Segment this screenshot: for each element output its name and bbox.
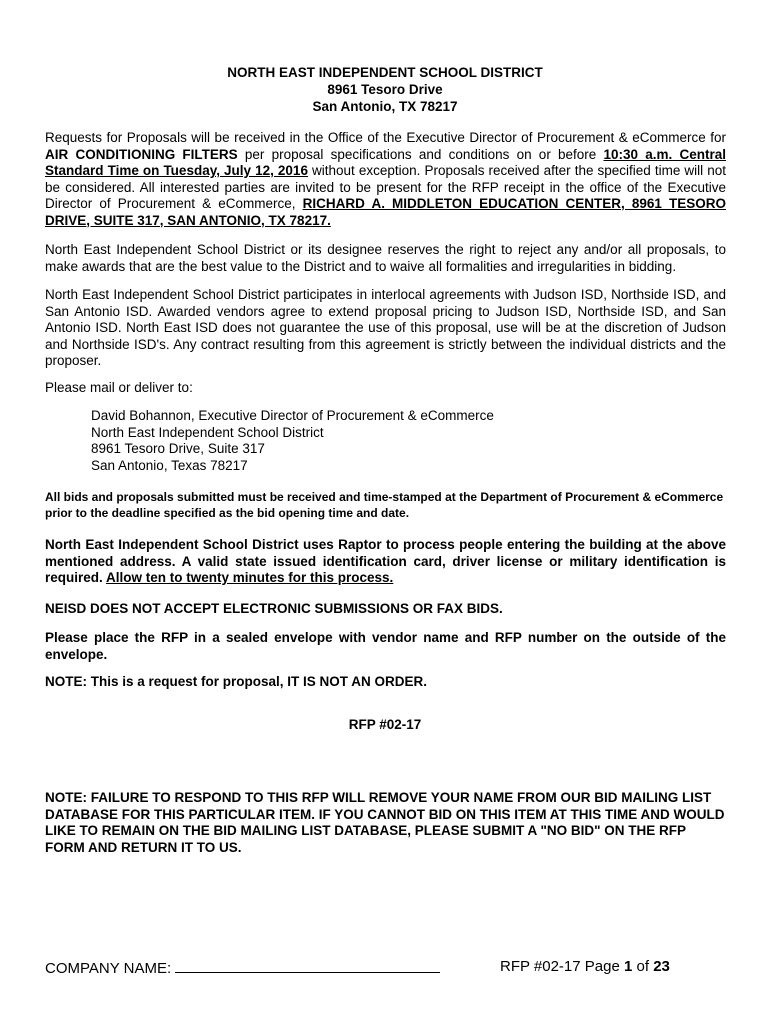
intro-paragraph xyxy=(45,130,726,229)
reserve-paragraph: North East Independent School District or its designee reserves the right to reject any and/or all proposals, to make awards that are the best value to the District and to waive all formalities and irregularities in bidding. xyxy=(45,242,726,274)
no-electronic-notice: NEISD DOES NOT ACCEPT ELECTRONIC SUBMISSIONS OR FAX BIDS. xyxy=(45,601,503,616)
district-name: NORTH EAST INDEPENDENT SCHOOL DISTRICT xyxy=(227,65,543,80)
interlocal-paragraph: North East Independent School District participates in interlocal agreements with Judson ISD, Northside ISD, and San Antonio ISD. Awarded vendors agree to extend proposal pricing to Judson ISD, Northside ISD, and San Antonio ISD. North East ISD does not guarantee the use of this proposal, use will be at the discretion of Judson and Northside ISD's. Any contract resulting from this agreement is strictly between the individual districts and the proposer. xyxy=(45,287,726,368)
footer-page-current: 1 xyxy=(623,958,633,975)
company-name-line[interactable] xyxy=(175,958,440,973)
raptor-text: North East Independent School District uses Raptor to process people entering the building at the above mentioned address. A valid state issued identification card, driver license or military identification is required. xyxy=(45,537,726,585)
failure-to-respond-note: NOTE: FAILURE TO RESPOND TO THIS RFP WILL REMOVE YOUR NAME FROM OUR BID MAILING LIST DATABASE FOR THIS PARTICULAR ITEM. IF YOU CANNOT BID ON THIS ITEM AT THIS TIME AND WOULD LIKE TO REMAIN ON THE BID MAILING LIST DATABASE, PLEASE SUBMIT A "NO BID" ON THE RFP FORM AND RETURN IT TO US. xyxy=(45,790,725,855)
sealed-envelope-notice: Please place the RFP in a sealed envelope with vendor name and RFP number on the outside of the envelope. xyxy=(45,630,726,662)
district-street: 8961 Tesoro Drive xyxy=(327,82,443,97)
footer-rfp-prefix: RFP #02-17 Page xyxy=(500,958,624,975)
mailing-address xyxy=(91,408,494,474)
footer-page-of: of xyxy=(632,958,654,975)
address-line-1: David Bohannon, Executive Director of Procurement & eCommerce xyxy=(91,408,494,423)
location-text: RICHARD A. MIDDLETON EDUCATION CENTER, 8961 TESORO DRIVE, SUITE 317, SAN ANTONIO, TX 78217. xyxy=(45,196,726,228)
raptor-paragraph xyxy=(45,537,726,587)
company-name-label: COMPANY NAME: xyxy=(45,960,172,977)
address-line-2: North East Independent School District xyxy=(91,424,324,440)
district-header xyxy=(0,64,770,115)
rfp-item-name: AIR CONDITIONING FILTERS xyxy=(45,146,238,162)
intro-text-3: without exception. Proposals received after the specified time will not be considered. All interested parties are invited to be present for the RFP receipt in the office of the Executive Director of Procurement & eCommerce, xyxy=(45,163,726,211)
district-city: San Antonio, TX 78217 xyxy=(312,99,458,114)
mail-label: Please mail or deliver to: xyxy=(45,380,193,395)
intro-text-2: per proposal specifications and conditions on or before xyxy=(237,146,604,162)
page-footer xyxy=(500,958,670,975)
not-an-order-note: NOTE: This is a request for proposal, IT IS NOT AN ORDER. xyxy=(45,674,428,689)
timestamp-note: All bids and proposals submitted must be received and time-stamped at the Department of Procurement & eCommerce prior to the deadline specified as the bid opening time and date. xyxy=(45,490,724,520)
address-line-3: 8961 Tesoro Drive, Suite 317 xyxy=(91,441,265,456)
rfp-number: RFP #02-17 xyxy=(348,717,422,732)
footer-page-total: 23 xyxy=(653,958,670,975)
company-name-field xyxy=(45,958,440,977)
intro-text-1: Requests for Proposals will be received in the Office of the Executive Director of Procurement & eCommerce for xyxy=(45,130,726,145)
address-line-4: San Antonio, Texas 78217 xyxy=(91,457,248,473)
deadline-text: 10:30 a.m. Central Standard Time on Tuesday, July 12, 2016 xyxy=(45,146,726,178)
raptor-time-note: Allow ten to twenty minutes for this process. xyxy=(106,570,394,585)
